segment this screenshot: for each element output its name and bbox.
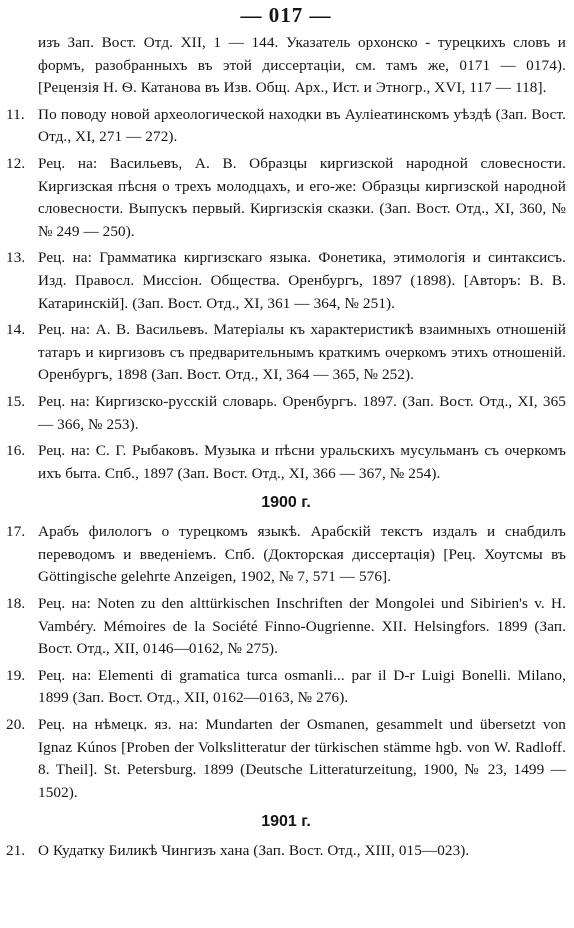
entry-text: Рец. на: А. В. Васильевъ. Матеріалы къ характеристикѣ взаимныхъ отношеній татаръ и киргизовъ съ предварительнымъ краткимъ очеркомъ этихъ отношеній. Оренбургъ, 1898 (Зап. Вост. Отд., XI, 364 — 365, № 252). — [38, 321, 566, 384]
entry-number: 19. — [6, 666, 26, 684]
entry-text: Рец. на: С. Г. Рыбаковъ. Музыка и пѣсни уральскихъ мусульманъ съ очеркомъ ихъ быта. Спб., 1897 (Зап. Вост. Отд., XI, 366 — 367, № 254). — [38, 442, 566, 482]
entry-number: 12. — [6, 154, 26, 172]
entry-text: Рец. на: Васильевъ, А. В. Образцы киргизской народной словесности. Киргизская пѣсня о трехъ молодцахъ, и его-же: Образцы киргизской народной словесности. Выпускъ первый. Киргизскія сказки. (Зап. Вост. Отд., XI, 360, №№ 249 — 250). — [38, 154, 566, 240]
bibliography-entry — [6, 247, 566, 315]
bibliography-entry — [6, 440, 566, 485]
entry-number: 16. — [6, 442, 26, 460]
entry-text: Рец. на: Киргизско-русскій словарь. Оренбургъ. 1897. (Зап. Вост. Отд., XI, 365 — 366, № 253). — [38, 392, 566, 433]
entry-number: 13. — [6, 249, 26, 267]
bibliography-entry — [6, 391, 566, 436]
entry-text: Рец. на нѣмецк. яз. на: Mundarten der Osmanen, gesammelt und übersetzt von Ignaz Kúnos [Proben der Volkslitteratur der türkischen stämme hgb. von W. Radloff. 8. Theil]. St. Petersburg. 1899 (Deutsche Litteraturzeitung, 1900, № 23, 1499 — 1502). — [38, 716, 566, 801]
entry-text: Рец. на: Noten zu den alttürkischen Inschriften der Mongolei und Sibirien's v. H. Vambéry. Mémoires de la Société Finno-Ougrienne. XII. Helsingfors. 1899 (Зап. Вост. Отд., XII, 0146—0162, № 275). — [38, 595, 566, 658]
year-heading: 1901 г. — [261, 813, 311, 831]
bibliography-entry — [6, 521, 566, 589]
entry-text: Рец. на: Грамматика киргизскаго языка. Фонетика, этимологія и синтаксисъ. Изд. Правосл. Миссіон. Общества. Оренбургъ, 1897 (1898). [Авторъ: В. В. Катаринскій]. (Зап. Вост. Отд., XI, 361 — 364, № 251). — [38, 249, 566, 312]
bibliography-entry — [6, 593, 566, 661]
section-1900 — [6, 489, 566, 804]
bibliography-entry — [6, 104, 566, 149]
entry-text: изъ Зап. Вост. Отд. XII, 1 — 144. Указатель орхонско - турецкихъ словъ и формъ, разобранныхъ въ этой диссертаціи, см. тамъ же, 0171 — 0174). [Рецензія Н. Ѳ. Катанова въ Изв. Общ. Арх., Ист. и Этногр., XVI, 117 — 118]. — [38, 34, 566, 97]
entry-text: О Кудатку Биликѣ Чингизъ хана (Зап. Вост. Отд., XIII, 015—023). — [38, 842, 470, 860]
bibliography-entry — [6, 153, 566, 243]
entry-text: Арабъ филологъ о турецкомъ языкѣ. Арабскій текстъ издалъ и снабдилъ переводомъ и введеніемъ. Спб. (Докторская диссертація) [Рец. Хоутсмы въ Göttingische gelehrte Anzeigen, 1902, № 7, 571 — 576]. — [38, 523, 566, 586]
entry-number: 17. — [6, 523, 26, 541]
entry-number: 14. — [6, 321, 26, 339]
bibliography-entry — [6, 840, 566, 863]
entry-number: 18. — [6, 595, 26, 613]
bibliography-entry — [6, 32, 566, 100]
entry-text: Рец. на: Elementi di gramatica turca osmanli... par il D-r Luigi Bonelli. Milano, 1899 (Зап. Вост. Отд., XII, 0162—0163, № 276). — [38, 666, 566, 707]
year-heading: 1900 г. — [261, 494, 311, 512]
entry-number: 21. — [6, 842, 26, 860]
entry-number: 20. — [6, 716, 26, 734]
page-number: — 017 — — [240, 3, 332, 27]
entry-number: 11. — [6, 105, 25, 123]
bibliography-entry — [6, 714, 566, 804]
entry-number: 15. — [6, 392, 26, 410]
entry-text: По поводу новой археологической находки въ Аулiеатинскомъ уѣздѣ (Зап. Вост. Отд., XI, 271 — 272). — [38, 105, 566, 146]
section-1901 — [6, 808, 566, 863]
bibliography-entry — [6, 319, 566, 387]
bibliography-entry — [6, 665, 566, 710]
section-continuation — [6, 32, 566, 485]
